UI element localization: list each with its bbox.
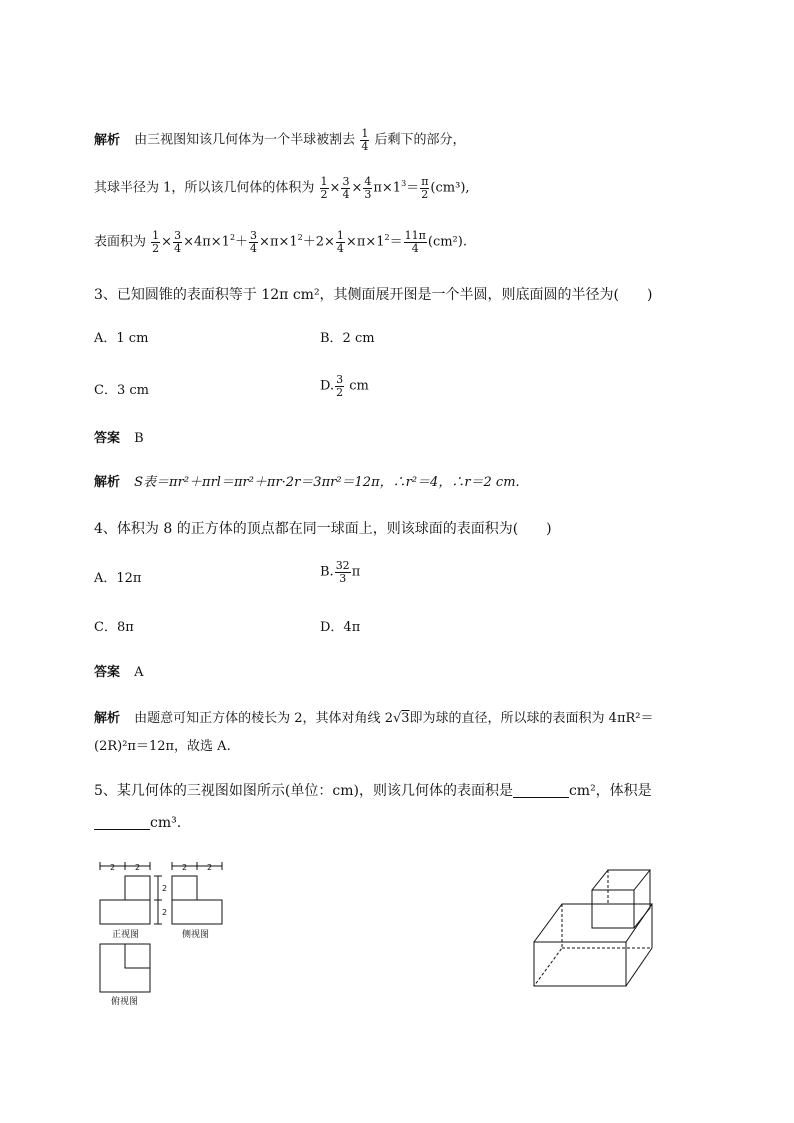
sol2-line3: 表面积为 $\frac{1}{2}$ × $\frac{3}{4}$ $\times 4\pi\times 1^2+$ $\frac{3}{4}$ $\times\pi\times 1^2+2\times$ $\frac{1}{4}$ $\times\pi\times 1^2=$ $\frac{11\pi}{4}$ (cm²). [94,229,467,255]
dim-label: 2 [110,863,116,872]
q3-option-a: A．1 cm [94,331,149,346]
solution-label: 解析 [94,475,121,490]
top-view-label: 俯视图 [111,997,139,1007]
q4-option-a: A．12π [94,571,142,586]
answer-blank-volume [94,817,150,830]
q4-stem: 4、体积为 8 的正方体的顶点都在同一球面上，则该球面的表面积为( ) [94,521,552,537]
side-view-label: 侧视图 [182,930,210,940]
q5-stem-line1: 5、某几何体的三视图如图所示(单位：cm)，则该几何体的表面积是 cm²，体积是 [94,783,652,799]
dim-label: 2 [135,863,141,872]
solution-label: 解析 [94,132,121,148]
sol2-line1 [94,128,465,152]
sol2-text-a: 由三视图知该几何体为一个半球被割去 [134,132,356,148]
small-box-top [592,870,650,890]
sol2-volume-unit: (cm³), [430,180,470,196]
q5-stem-line2: cm³. [94,816,181,830]
answer-value: B [134,431,144,446]
dim-label: 2 [162,908,168,917]
dim-label: 2 [162,884,168,893]
q3-stem: 3、已知圆锥的表面积等于 12π cm²，其侧面展开图是一个半圆，则底面圆的半径为( ) [94,287,653,303]
q3-option-b: B．2 cm [320,331,375,346]
q3-solution-text: S表＝πr²＋πrl＝πr²＋πr·2r＝3πr²＝12π，∴r²＝4，∴r＝2 cm. [134,475,520,490]
q4-solution-line2: (2R)²π＝12π，故选 A. [94,739,231,754]
q3-option-d: D. $\frac{3}{2}$ cm [320,373,369,399]
sol2-volume-text: 其球半径为 1，所以该几何体的体积为 [94,180,315,196]
sol2-text-b: 后剩下的部分， [374,132,466,148]
large-box-side [626,904,652,986]
sol2-area-text: 表面积为 [94,234,147,250]
three-view-drawing [94,858,234,1008]
q4-option-b: B. $\frac{32}{3}$ π [320,559,361,585]
q4-option-d: D．4π [320,620,361,635]
solution-label: 解析 [94,711,121,726]
answer-label: 答案 [94,665,121,680]
q3-answer [94,432,144,445]
solid-perspective-drawing [520,858,660,988]
sqrt-3: √3 [392,711,410,726]
q4-solution-line1: 解析 由题意可知正方体的棱长为 2，其体对角线 2√3即为球的直径，所以球的表面积为 4πR²＝ [94,711,654,726]
answer-label: 答案 [94,431,121,446]
large-box-front [534,942,626,986]
sol2-line2: 其球半径为 1，所以该几何体的体积为 $\frac{1}{2}$ × $\frac{3}{4}$ × $\frac{4}{3}$ $\pi\times 1^3=$ $\frac{\pi}{2}$ (cm³), [94,175,470,201]
small-box-front [592,890,634,928]
q4-answer [94,666,144,679]
answer-blank-area [513,785,569,798]
sol2-area-unit: (cm²). [427,234,467,250]
fraction-1-4: $\frac{1}{4}$ [361,127,369,153]
dim-label: 2 [182,863,188,872]
q3-option-c: C．3 cm [94,383,149,398]
q4-option-c: C．8π [94,620,134,635]
dim-label: 2 [207,863,213,872]
front-view-label: 正视图 [112,930,140,940]
q3-solution [94,476,520,489]
answer-value: A [134,665,144,680]
